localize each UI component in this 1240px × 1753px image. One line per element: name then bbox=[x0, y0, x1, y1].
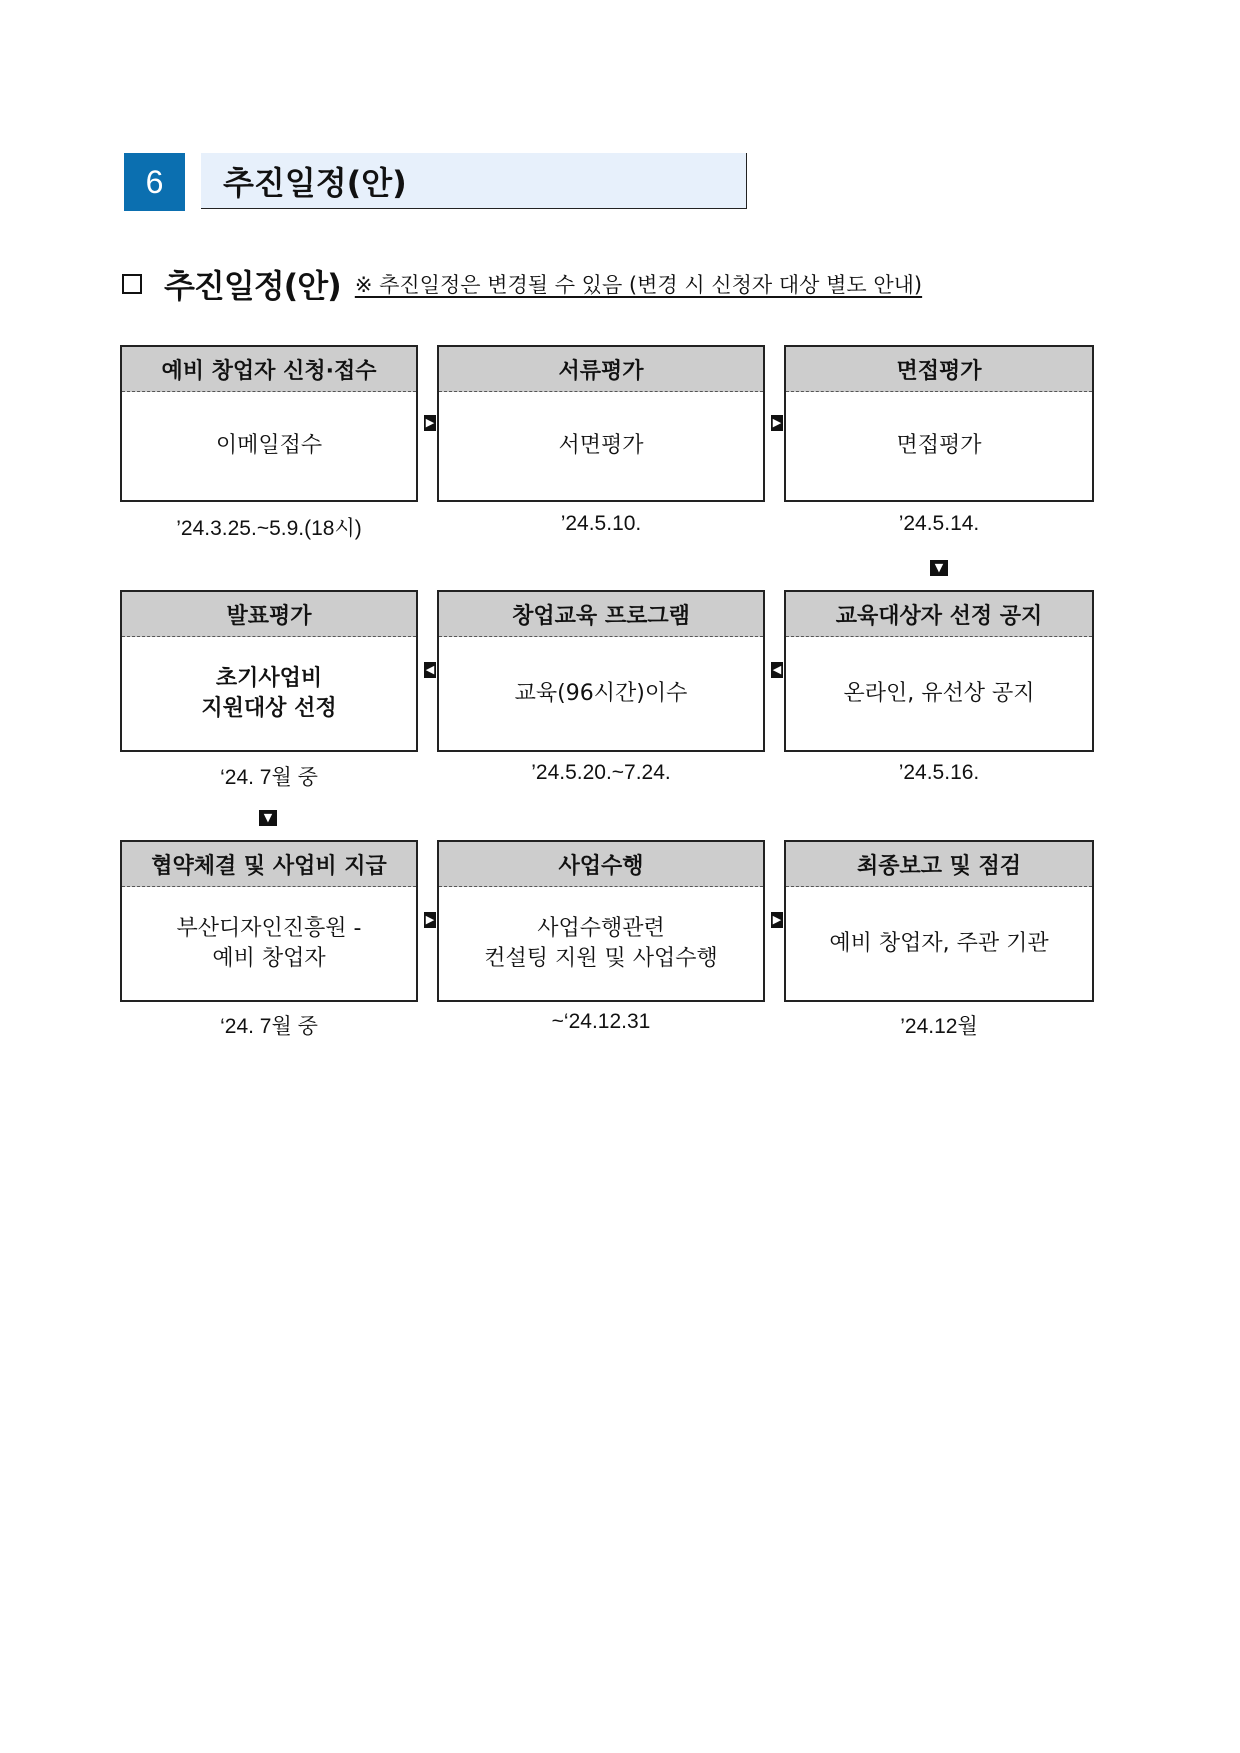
step-date: ’24.5.10. bbox=[560, 512, 642, 535]
step-body: 이메일접수 bbox=[215, 433, 323, 458]
step-body: 예비 창업자, 주관 기관 bbox=[829, 930, 1049, 956]
step-date: ‘24. 7월 중 bbox=[220, 766, 318, 789]
step-header: 사업수행 bbox=[439, 842, 763, 887]
step-date: ’24.5.14. bbox=[898, 512, 980, 535]
step-header: 최종보고 및 점검 bbox=[786, 842, 1092, 887]
subheading-title: 추진일정(안) bbox=[164, 267, 341, 305]
step-body: 면접평가 bbox=[896, 433, 982, 458]
arrow-right-icon: ▶ bbox=[425, 913, 435, 926]
arrow-right-icon: ▶ bbox=[772, 416, 782, 429]
step-box-execution bbox=[437, 840, 765, 1002]
arrow-left-icon: ◀ bbox=[425, 663, 435, 676]
step-body: 서면평가 bbox=[558, 433, 644, 458]
step-header: 예비 창업자 신청·접수 bbox=[122, 347, 416, 392]
section-number: 6 bbox=[124, 153, 185, 211]
step-box-interview bbox=[784, 345, 1094, 502]
step-box-presentation bbox=[120, 590, 418, 752]
step-header: 서류평가 bbox=[439, 347, 763, 392]
step-body: 부산디자인진흥원 - 예비 창업자 bbox=[176, 915, 362, 971]
arrow-down-icon: ▼ bbox=[930, 560, 948, 576]
step-date: ’24.5.20.~7.24. bbox=[531, 761, 671, 784]
arrow-right-icon: ▶ bbox=[772, 913, 782, 926]
checkbox-square-icon bbox=[122, 274, 142, 294]
step-date: ’24.12월 bbox=[900, 1015, 978, 1038]
arrow-right-icon: ▶ bbox=[425, 416, 435, 429]
step-header: 발표평가 bbox=[122, 592, 416, 637]
arrow-down-icon: ▼ bbox=[259, 810, 277, 826]
step-date: ’24.3.25.~5.9.(18시) bbox=[176, 517, 362, 540]
step-header: 면접평가 bbox=[786, 347, 1092, 392]
step-body: 사업수행관련 컨설팅 지원 및 사업수행 bbox=[484, 915, 718, 971]
step-body: 교육(96시간)이수 bbox=[514, 680, 688, 706]
subheading bbox=[122, 262, 922, 306]
step-box-announcement bbox=[784, 590, 1094, 752]
subheading-note: ※ 추진일정은 변경될 수 있음 (변경 시 신청자 대상 별도 안내) bbox=[354, 273, 923, 297]
step-header: 교육대상자 선정 공지 bbox=[786, 592, 1092, 637]
step-box-application bbox=[120, 345, 418, 502]
step-header: 협약체결 및 사업비 지급 bbox=[122, 842, 416, 887]
arrow-left-icon: ◀ bbox=[772, 663, 782, 676]
step-body: 온라인, 유선상 공지 bbox=[843, 680, 1035, 706]
step-body: 초기사업비 지원대상 선정 bbox=[201, 665, 337, 721]
step-box-agreement bbox=[120, 840, 418, 1002]
step-box-final-report bbox=[784, 840, 1094, 1002]
step-date: ~‘24.12.31 bbox=[551, 1010, 651, 1033]
step-date: ’24.5.16. bbox=[898, 761, 980, 784]
step-box-document-review bbox=[437, 345, 765, 502]
step-box-education bbox=[437, 590, 765, 752]
step-date: ‘24. 7월 중 bbox=[220, 1015, 318, 1038]
section-title: 추진일정(안) bbox=[201, 153, 747, 209]
step-header: 창업교육 프로그램 bbox=[439, 592, 763, 637]
